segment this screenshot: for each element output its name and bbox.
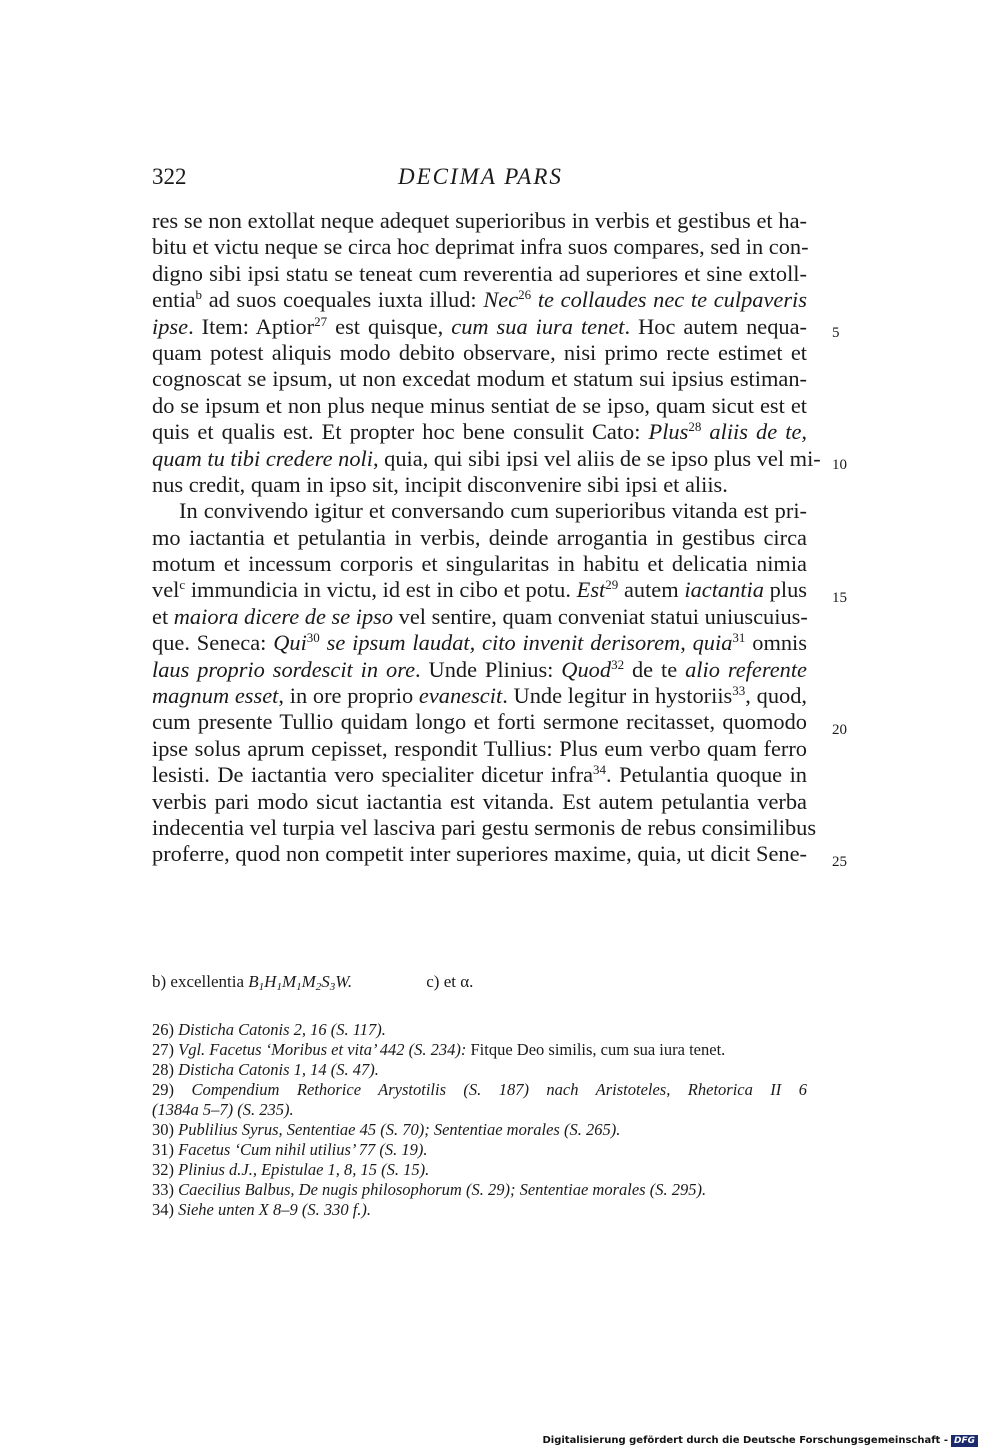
footnote: 27) Vgl. Facetus ‘Moribus et vita’ 442 (S. 234): Fitque Deo similis, cum sua iura tenet. xyxy=(152,1040,726,1059)
text-line: lesisti. De iactantia vero specialiter dicetur infra$^{34}$. Petulantia quoque in xyxy=(152,762,807,788)
main-text xyxy=(152,208,821,868)
text-line: bitu et victu neque se circa hoc deprimat infra suos compares, sed in con- xyxy=(152,234,809,260)
footnote: (1384a 5–7) (S. 235). xyxy=(152,1100,294,1119)
text-line: ipse solus aprum cepisset, respondit Tullius: Plus eum verbo quam ferro xyxy=(152,735,807,761)
footnote: 32) Plinius d.J., Epistulae 1, 8, 15 (S. 15). xyxy=(152,1160,430,1179)
running-head: DECIMA PARS xyxy=(398,164,563,189)
text-line: quis et qualis est. Et propter hoc bene consulit Cato: Plus$^{28}$ aliis de te, xyxy=(152,419,807,445)
line-number: 15 xyxy=(832,590,847,606)
variant-note-b: b) excellentia $B_1H_1M_1M_2S_3W$. xyxy=(152,972,353,993)
text-line: mo iactantia et petulantia in verbis, deinde arrogantia in gestibus circa xyxy=(152,524,807,550)
text-line: indecentia vel turpia vel lasciva pari gestu sermonis de rebus consimilibus xyxy=(152,814,817,840)
footnote: 26) Disticha Catonis 2, 16 (S. 117). xyxy=(152,1020,386,1039)
text-line: In convivendo igitur et conversando cum superioribus vitanda est pri- xyxy=(179,498,807,524)
footnote: 31) Facetus ‘Cum nihil utilius’ 77 (S. 19). xyxy=(152,1140,428,1159)
text-line: do se ipsum et non plus neque minus sentiat de se ipso, quam sicut est et xyxy=(152,392,807,418)
text-line: cognoscat se ipsum, ut non excedat modum et statum sui ipsius estiman- xyxy=(152,366,807,392)
text-line: et maiora dicere de se ipso vel sentire, quam conveniat statui uniuscuius- xyxy=(152,603,808,629)
text-line: magnum esset, in ore proprio evanescit. Unde legitur in hystoriis$^{33}$, quod, xyxy=(152,683,808,709)
variant-note-c: c) et α. xyxy=(426,972,474,991)
text-line: entia$^b$ ad suos coequales iuxta illud: Nec$^{26}$ te collaudes nec te culpaveris xyxy=(152,287,807,313)
critical-apparatus xyxy=(152,972,473,992)
line-number: 10 xyxy=(832,457,847,473)
footnote: 34) Siehe unten X 8–9 (S. 330 f.). xyxy=(152,1200,372,1219)
footnote: 29) Compendium Rethorice Arystotilis (S. 187) nach Aristoteles, Rhetorica II 6 xyxy=(152,1080,807,1099)
line-number: 20 xyxy=(832,722,847,738)
footnote: 28) Disticha Catonis 1, 14 (S. 47). xyxy=(152,1060,379,1079)
text-line: nus credit, quam in ipso sit, incipit disconvenire sibi ipsi et aliis. xyxy=(152,471,728,497)
text-line: quam tu tibi credere noli, quia, qui sibi ipsi vel aliis de se ipso plus vel mi- xyxy=(152,445,821,471)
text-line: vel$^c$ immundicia in victu, id est in cibo et potu. Est$^{29}$ autem iactantia plus xyxy=(152,577,807,603)
page-number: 322 xyxy=(152,164,187,189)
digitization-credit xyxy=(542,1435,978,1447)
line-number: 25 xyxy=(832,854,847,870)
text-line: digno sibi ipsi statu se teneat cum reverentia ad superiores et sine extoll- xyxy=(152,260,807,286)
footnote: 33) Caecilius Balbus, De nugis philosophorum (S. 29); Sententiae morales (S. 295). xyxy=(152,1180,707,1199)
text-line: motum et incessum corporis et singularitas in habitu et delicatia nimia xyxy=(152,551,807,577)
text-line: laus proprio sordescit in ore. Unde Plinius: Quod$^{32}$ de te alio referente xyxy=(152,656,807,682)
text-line: ipse. Item: Aptior$^{27}$ est quisque, cum sua iura tenet. Hoc autem nequa- xyxy=(152,313,807,339)
text-line: verbis pari modo sicut iactantia est vitanda. Est autem petulantia verba xyxy=(152,788,807,814)
credit-text: Digitalisierung gefördert durch die Deutsche Forschungsgemeinschaft - xyxy=(542,1435,948,1446)
text-line: res se non extollat neque adequet superioribus in verbis et gestibus et ha- xyxy=(152,208,807,233)
footnote: 30) Publilius Syrus, Sententiae 45 (S. 70); Sententiae morales (S. 265). xyxy=(152,1120,621,1139)
text-line: cum presente Tullio quidam longo et forti sermone recitasset, quomodo xyxy=(152,709,807,735)
line-number: 5 xyxy=(832,325,840,341)
footnotes xyxy=(152,1020,807,1220)
text-line: quam potest aliquis modo debito observare, nisi primo recte estimet et xyxy=(152,339,807,365)
dfg-logo: DFG xyxy=(951,1435,978,1447)
text-line: que. Seneca: Qui$^{30}$ se ipsum laudat, cito invenit derisorem, quia$^{31}$ omnis xyxy=(152,630,807,656)
text-line: proferre, quod non competit inter superiores maxime, quia, ut dicit Sene- xyxy=(152,841,807,867)
